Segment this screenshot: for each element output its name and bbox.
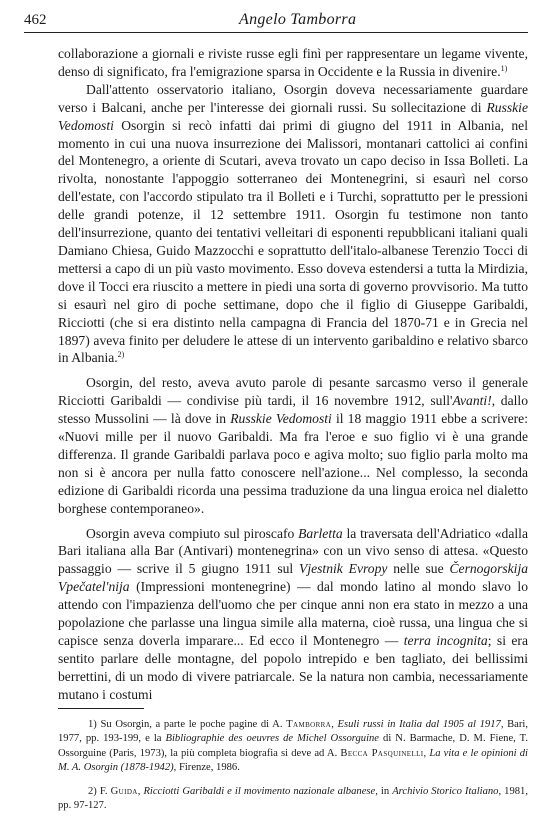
footnotes: [58, 718, 528, 813]
text-run: Osorgin, del resto, aveva avuto parole di pesante sarcasmo verso il generale Ricciotti Garibaldi — condivise più tardi, il 16 novembre 1912, sull': [58, 375, 528, 409]
text-run: Russkie Vedomosti: [58, 99, 528, 133]
paragraph: [58, 374, 528, 517]
text-run: ,: [137, 785, 144, 797]
page-header: [24, 10, 528, 33]
text-run: , 1981, pp. 97-127.: [58, 785, 528, 812]
text-run: ,: [423, 747, 430, 759]
text-run: la traversata dell'Adriatico «dalla Bari italiana alla Bar (Antivari) montenegrina» con un vivo senso di attesa. «Questo passaggio — scrive il 5 giugno 1911 sul: [58, 525, 528, 577]
text-run: , Bari, 1977, pp. 193-199, e la: [58, 719, 528, 745]
text-run: La vita e le opinioni di M. A. Osorgin (1878-1942): [58, 747, 529, 774]
text-run: di N. Barmache, D. M. Fiene, T. Ossorguine (Paris, 1973), la più completa biografia si deve ad A.: [58, 733, 528, 759]
text-run: nelle sue: [387, 561, 450, 577]
text-run: Barletta: [298, 525, 343, 541]
text-run: Vjestnik Evropy: [299, 561, 388, 577]
main-text: [58, 45, 528, 704]
text-run: 2) F.: [88, 785, 111, 797]
text-run: Bibliographie des oeuvres de Michel Ossorguine: [165, 733, 380, 745]
text-run: collaborazione a giornali e riviste russe egli finì per rappresentare un legame vivente, denso di significato, fra l'emigrazione sparsa in Occidente e la Russia in divenire.: [58, 46, 528, 79]
text-run: , dallo stesso Mussolini — là dove in: [58, 393, 528, 427]
footnote: [58, 718, 528, 776]
footnote-divider: [58, 708, 144, 709]
paragraph: [58, 525, 528, 704]
text-run: 1) Su Osorgin, a parte le poche pagine di A.: [88, 719, 287, 730]
text-run: Russkie Vedomosti: [230, 411, 332, 427]
text-run: Becca Pasquinelli: [340, 747, 424, 759]
text-run: Guida: [110, 785, 138, 797]
footnote-ref: 2): [117, 350, 125, 360]
text-run: il 18 maggio 1911 ebbe a scrivere: «Nuovi mille per il nuovo Garibaldi. Ma fra l'eroe e suo figlio vi è una grande differenza. Il grande Garibaldi parlava poco e agiva molto; suo figlio parla molto ma non si è ancora per nulla fatto conoscere nell'azione... Nel complesso, la seconda edizione di Garibaldi ricorda una pessima traduzione da una lingua eroica nel dialetto borghese contemporaneo».: [58, 411, 528, 516]
running-title: Angelo Tamborra: [239, 11, 357, 28]
text-run: Archivio Storico Italiano: [392, 785, 499, 797]
footnote: [58, 785, 528, 814]
text-run: Dall'attento osservatorio italiano, Osorgin doveva necessariamente guardare verso i Balcani, anche per l'interesse dei giornali russi. Su sollecitazione di: [58, 81, 528, 115]
text-run: Tamborra: [286, 719, 332, 730]
text-run: , in: [375, 785, 393, 797]
text-run: ; si era sentito parlare delle montagne, del popolo intrepido e ben tagliato, dei bellissimi berrettini, di un modo di vivere patriarcale. Se la natura non cambia, necessariamente mutano i costumi: [58, 633, 528, 702]
text-run: terra incognita: [403, 633, 488, 648]
text-run: Avanti!: [452, 393, 492, 409]
text-run: , Firenze, 1986.: [173, 762, 240, 774]
text-run: Ricciotti Garibaldi e il movimento nazionale albanese: [143, 785, 376, 797]
text-run: Osorgin aveva compiuto sul piroscafo: [86, 525, 299, 541]
page-number: 462: [24, 12, 47, 28]
text-run: Osorgin si recò infatti dai primi di giugno del 1911 in Albania, nel momento in cui una nuova insurrezione dei Malissori, montanari cattolici ai confini del Montenegro, a oriente di Scutari, aveva trovato un capo deciso in Issa Bolleti. La rivolta, nonostante l'appoggio sotterraneo dei Montenegrini, si esaurì nel corso dell'estate, con l'accordo stipulato tra il Bolleti e i Turchi, soprattutto per le pressioni delle grandi potenze, il 12 settembre 1911. Osorgin fu testimone non tanto dell'insurrezione, quanto dei tentativi velleitari di esponenti repubblicani italiani quali Damiano Chiesa, Guido Mazzocchi e soprattutto dell'italo-albanese Terenzio Tocci di mettersi a capo di un più vasto movimento. Esso doveva estendersi a tutta la Mirdizia, dove il Tocci era riuscito a mettere in piedi una sorta di governo provvisorio. Ma tutto si esaurì nel giro di poche settimane, dopo che il figlio di Giuseppe Garibaldi, Ricciotti (che si era distinto nella campagna di Francia del 1870-71 e in Grecia nel 1897) aveva finito per deludere le attese di un intervento garibaldino e relativo sbarco in Albania.: [58, 117, 528, 366]
footnote-ref: 1): [500, 63, 508, 73]
text-run: (Impressioni montenegrine) — dal mondo latino al mondo slavo lo attendo con l'impazienza dell'uomo che per cinque anni non era stato in mezzo a una popolazione che parlasse una lingua simile alla materna, cioè russa, una lingua che si capisce senza doverla imparare... Ed ecco il Montenegro —: [58, 579, 528, 648]
text-run: ,: [331, 719, 338, 730]
paragraph: [58, 81, 528, 368]
paragraph: [58, 45, 528, 81]
text-run: Esuli russi in Italia dal 1905 al 1917: [337, 719, 501, 730]
text-run: Černogorskija Vpečatel'nija: [58, 561, 529, 595]
